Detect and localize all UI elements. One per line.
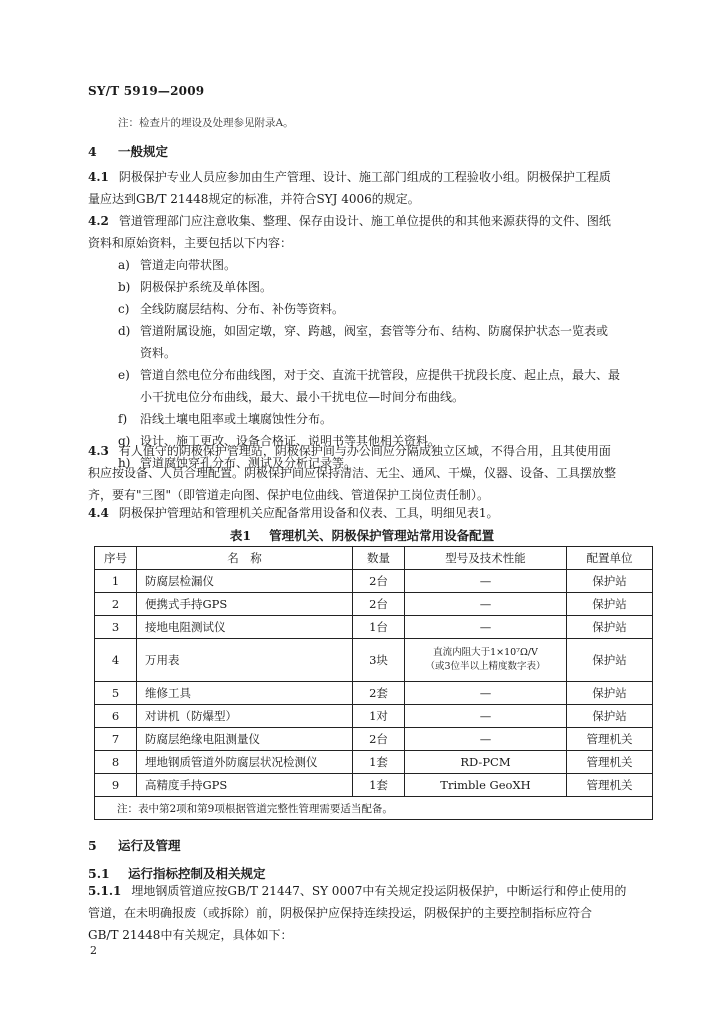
list-item	[118, 254, 658, 276]
list-label: a)	[118, 258, 130, 272]
paragraph-text: 埋地钢质管道应按GB/T 21447、SY 0007中有关规定投运阴极保护，中断运行和停止使用的	[131, 884, 627, 898]
cell-qty: 1套	[353, 774, 405, 797]
paragraph-line	[88, 440, 658, 462]
cell-qty: 2套	[353, 682, 405, 705]
paragraph-4-2	[88, 210, 658, 254]
cell-no: 2	[95, 593, 137, 616]
cell-no: 1	[95, 570, 137, 593]
clause-number: 5.1.1	[88, 884, 122, 898]
list-text: 管道腐蚀穿孔分布、测试及分析记录等。	[140, 456, 357, 470]
table-title: 管理机关、阴极保护管理站常用设备配置	[269, 528, 495, 543]
list-text: 管道走向带状图。	[140, 258, 237, 272]
cell-name: 高精度手持GPS	[137, 774, 353, 797]
list-text: 管道附属设施，如固定墩，穿、跨越，阀室，套管等分布、结构、防腐保护状态一览表或	[140, 324, 609, 338]
paragraph-text: 管道管理部门应注意收集、整理、保存由设计、施工单位提供的和其他来源获得的文件、图纸	[118, 214, 611, 228]
cell-unit: 管理机关	[567, 774, 653, 797]
cell-unit: 保护站	[567, 682, 653, 705]
list-label: f)	[118, 412, 128, 426]
cell-no: 8	[95, 751, 137, 774]
cell-qty: 1台	[353, 616, 405, 639]
table-number: 表1	[229, 528, 252, 543]
cell-spec: —	[405, 682, 567, 705]
cell-no: 5	[95, 682, 137, 705]
cell-unit: 保护站	[567, 705, 653, 728]
paragraph-line	[88, 502, 658, 524]
cell-spec: RD-PCM	[405, 751, 567, 774]
section-4-number: 4	[88, 144, 97, 159]
clause-number: 4.3	[88, 444, 109, 458]
section-5-1-number: 5.1	[88, 866, 110, 881]
cell-name: 防腐层绝缘电阻测量仪	[137, 728, 353, 751]
table-row	[95, 593, 653, 616]
cell-name: 维修工具	[137, 682, 353, 705]
list-label: d)	[118, 324, 131, 338]
note-top: 注：检查片的埋设及处理参见附录A。	[118, 117, 294, 129]
cell-name: 接地电阻测试仪	[137, 616, 353, 639]
paragraph-4-1	[88, 166, 658, 210]
list-item	[118, 298, 658, 320]
paragraph-line	[88, 880, 658, 902]
list-text: 全线防腐层结构、分布、补伤等资料。	[140, 302, 345, 316]
cell-spec	[405, 639, 567, 682]
table-row	[95, 728, 653, 751]
cell-qty: 2台	[353, 570, 405, 593]
header-spec: 型号及技术性能	[405, 547, 567, 570]
paragraph-line	[88, 210, 658, 232]
cell-qty: 2台	[353, 593, 405, 616]
clause-number: 4.4	[88, 506, 109, 520]
section-5-heading	[88, 836, 181, 854]
paragraph-line	[88, 166, 658, 188]
list-label: c)	[118, 302, 130, 316]
section-5-number: 5	[88, 838, 97, 853]
cell-spec: —	[405, 728, 567, 751]
header-name: 名 称	[137, 547, 353, 570]
cell-name: 对讲机（防爆型）	[137, 705, 353, 728]
paragraph-text: 阴极保护专业人员应参加由生产管理、设计、施工部门组成的工程验收小组。阴极保护工程质	[118, 170, 611, 184]
cell-unit: 保护站	[567, 570, 653, 593]
section-5-title: 运行及管理	[118, 838, 181, 853]
list-item	[118, 320, 658, 364]
list-text: 设计、施工更改、设备合格证、说明书等其他相关资料。	[140, 434, 441, 448]
list-text: 管道自然电位分布曲线图，对于交、直流干扰管段，应提供干扰段长度、起止点，最大、最	[140, 368, 621, 382]
cell-qty: 2台	[353, 728, 405, 751]
list-label: b)	[118, 280, 131, 294]
table-row	[95, 705, 653, 728]
list-text: 阴极保护系统及单体图。	[140, 280, 273, 294]
header-no: 序号	[95, 547, 137, 570]
cell-qty: 1对	[353, 705, 405, 728]
paragraph-text: 有人值守的阴极保护管理站，阴极保护间与办公间应分隔成独立区域，不得合用，且其使用面	[118, 444, 611, 458]
table-row	[95, 682, 653, 705]
list-label: g)	[118, 434, 131, 448]
cell-no: 6	[95, 705, 137, 728]
list-text: 小干扰电位分布曲线，最大、最小干扰电位—时间分布曲线。	[140, 390, 465, 404]
table-row	[95, 616, 653, 639]
cell-qty: 1套	[353, 751, 405, 774]
paragraph-line: 积应按设备、人员合理配置。阴极保护间应保持清洁、无尘、通风、干燥，仪器、设备、工具摆放整	[88, 466, 617, 480]
cell-spec: —	[405, 705, 567, 728]
list-item	[118, 364, 658, 408]
list-item	[118, 408, 658, 430]
list-text: 沿线土壤电阻率或土壤腐蚀性分布。	[140, 412, 333, 426]
paragraph-4-3	[88, 440, 658, 506]
spec-line: 直流内阻大于1×10⁷Ω/V	[433, 647, 538, 658]
table-footnote: 注：表中第2项和第9项根据管道完整性管理需要适当配备。	[95, 797, 653, 820]
header-qty: 数量	[353, 547, 405, 570]
cell-no: 4	[95, 639, 137, 682]
cell-name: 防腐层检漏仪	[137, 570, 353, 593]
table-row	[95, 751, 653, 774]
cell-name: 便携式手持GPS	[137, 593, 353, 616]
cell-unit: 保护站	[567, 593, 653, 616]
page-number: 2	[90, 944, 97, 957]
table-footnote-row	[95, 797, 653, 820]
section-5-1-title: 运行指标控制及相关规定	[128, 866, 266, 881]
cell-name: 埋地钢质管道外防腐层状况检测仪	[137, 751, 353, 774]
section-4-title: 一般规定	[118, 144, 169, 159]
table-row	[95, 639, 653, 682]
paragraph-line: 量应达到GB/T 21448规定的标准，并符合SYJ 4006的规定。	[88, 192, 420, 206]
cell-no: 9	[95, 774, 137, 797]
cell-no: 3	[95, 616, 137, 639]
table-row	[95, 774, 653, 797]
table-header-row	[95, 547, 653, 570]
section-4-heading	[88, 142, 168, 160]
document-code-header: SY/T 5919—2009	[88, 84, 205, 98]
cell-unit: 保护站	[567, 639, 653, 682]
paragraph-line: 管道，在未明确报废（或拆除）前，阴极保护应保持连续投运，阴极保护的主要控制指标应符合	[88, 906, 593, 920]
clause-number: 4.2	[88, 214, 109, 228]
equipment-table	[94, 546, 653, 820]
cell-spec: —	[405, 593, 567, 616]
cell-unit: 管理机关	[567, 751, 653, 774]
cell-spec: —	[405, 570, 567, 593]
cell-no: 7	[95, 728, 137, 751]
cell-spec: Trimble GeoXH	[405, 774, 567, 797]
list-label: h)	[118, 456, 131, 470]
paragraph-line: GB/T 21448中有关规定，具体如下：	[88, 928, 293, 942]
paragraph-5-1-1	[88, 880, 658, 946]
paragraph-line: 齐，要有"三图"（即管道走向图、保护电位曲线、管道保护工岗位责任制）。	[88, 488, 490, 502]
paragraph-text: 阴极保护管理站和管理机关应配备常用设备和仪表、工具，明细见表1。	[118, 506, 499, 520]
clause-number: 4.1	[88, 170, 109, 184]
spec-line: （或3位半以上精度数字表）	[425, 661, 546, 672]
cell-unit: 管理机关	[567, 728, 653, 751]
list-label: e)	[118, 368, 130, 382]
list-item	[118, 276, 658, 298]
header-unit: 配置单位	[567, 547, 653, 570]
table-1-caption	[0, 526, 724, 544]
cell-name: 万用表	[137, 639, 353, 682]
cell-spec: —	[405, 616, 567, 639]
cell-qty: 3块	[353, 639, 405, 682]
paragraph-4-4	[88, 502, 658, 524]
cell-unit: 保护站	[567, 616, 653, 639]
table-row	[95, 570, 653, 593]
list-text: 资料。	[140, 346, 177, 360]
paragraph-line: 资料和原始资料，主要包括以下内容：	[88, 236, 293, 250]
